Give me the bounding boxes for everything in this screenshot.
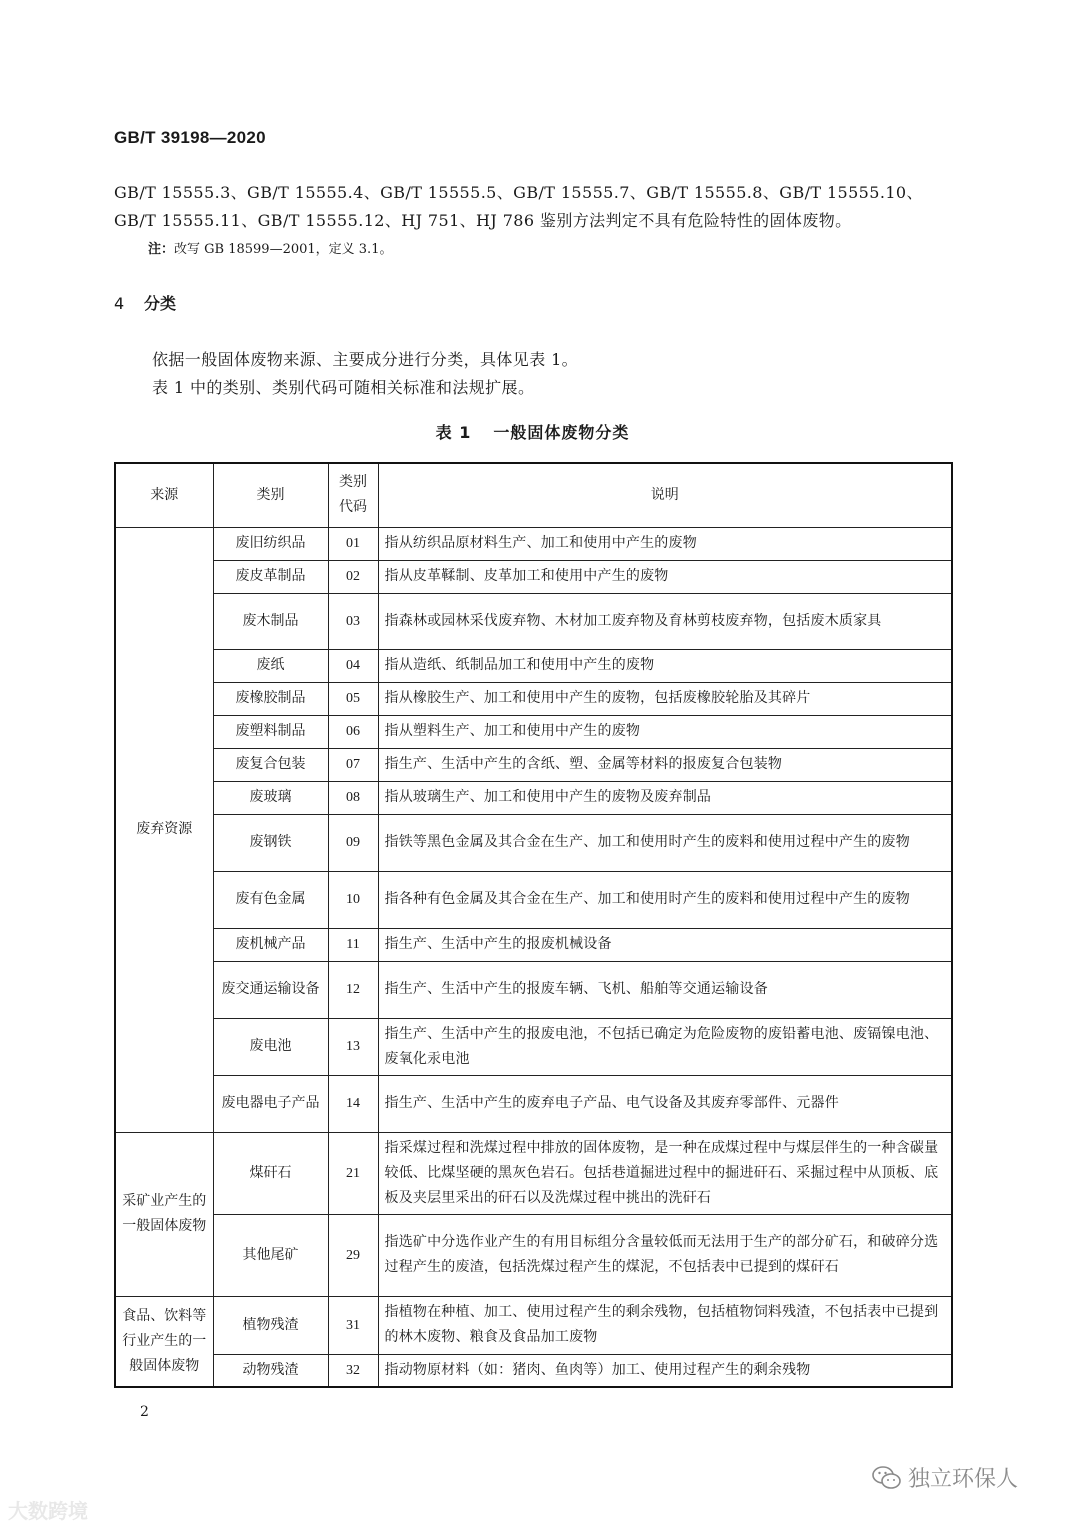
description-cell: 指铁等黑色金属及其合金在生产、加工和使用时产生的废料和使用过程中产生的废物 bbox=[378, 814, 952, 871]
code-cell: 06 bbox=[328, 715, 378, 748]
description-cell: 指从塑料生产、加工和使用中产生的废物 bbox=[378, 715, 952, 748]
table-row bbox=[115, 682, 952, 715]
description-cell: 指从纺织品原材料生产、加工和使用中产生的废物 bbox=[378, 527, 952, 560]
description-cell: 指生产、生活中产生的废弃电子产品、电气设备及其废弃零部件、元器件 bbox=[378, 1075, 952, 1132]
description-cell: 指各种有色金属及其合金在生产、加工和使用时产生的废料和使用过程中产生的废物 bbox=[378, 871, 952, 928]
page-number: 2 bbox=[140, 1404, 149, 1420]
section-title: 分类 bbox=[144, 294, 177, 313]
table-row bbox=[115, 961, 952, 1018]
note-text: 改写 GB 18599—2001，定义 3.1。 bbox=[174, 242, 393, 257]
note bbox=[148, 238, 392, 257]
category-cell: 废旧纺织品 bbox=[213, 527, 328, 560]
category-cell: 废交通运输设备 bbox=[213, 961, 328, 1018]
paragraph-2: 表 1 中的类别、类别代码可随相关标准和法规扩展。 bbox=[152, 378, 535, 397]
table-row bbox=[115, 1018, 952, 1075]
source-cell: 废弃资源 bbox=[115, 527, 213, 1132]
description-cell: 指森林或园林采伐废弃物、木材加工废弃物及育林剪枝废弃物，包括废木质家具 bbox=[378, 593, 952, 649]
description-cell: 指采煤过程和洗煤过程中排放的固体废物，是一种在成煤过程中与煤层伴生的一种含碳量较低、比煤坚硬的黑灰色岩石。包括巷道掘进过程中的掘进矸石、采掘过程中从顶板、底板及夹层里采出的矸石以及洗煤过程中挑出的洗矸石 bbox=[378, 1132, 952, 1214]
header-code bbox=[328, 463, 378, 527]
header-code-line2: 代码 bbox=[339, 499, 367, 516]
code-cell: 03 bbox=[328, 593, 378, 649]
description-cell: 指从橡胶生产、加工和使用中产生的废物，包括废橡胶轮胎及其碎片 bbox=[378, 682, 952, 715]
header-code-line1: 类别 bbox=[339, 474, 367, 491]
code-cell: 08 bbox=[328, 781, 378, 814]
category-cell: 废塑料制品 bbox=[213, 715, 328, 748]
code-cell: 21 bbox=[328, 1132, 378, 1214]
table-row bbox=[115, 1214, 952, 1296]
header-description: 说明 bbox=[378, 463, 952, 527]
category-cell: 植物残渣 bbox=[213, 1296, 328, 1354]
code-cell: 05 bbox=[328, 682, 378, 715]
table-caption-title: 一般固体废物分类 bbox=[493, 423, 630, 442]
table-row bbox=[115, 715, 952, 748]
description-cell: 指从造纸、纸制品加工和使用中产生的废物 bbox=[378, 649, 952, 682]
category-cell: 废纸 bbox=[213, 649, 328, 682]
table-caption bbox=[0, 420, 1065, 443]
table-row bbox=[115, 748, 952, 781]
description-cell: 指从皮革鞣制、皮革加工和使用中产生的废物 bbox=[378, 560, 952, 593]
code-cell: 14 bbox=[328, 1075, 378, 1132]
table-caption-number: 表 1 bbox=[435, 423, 472, 442]
code-cell: 12 bbox=[328, 961, 378, 1018]
table-row bbox=[115, 1354, 952, 1387]
description-cell: 指生产、生活中产生的报废车辆、飞机、船舶等交通运输设备 bbox=[378, 961, 952, 1018]
watermark-right bbox=[872, 1462, 1018, 1493]
section-heading bbox=[114, 291, 176, 314]
description-cell: 指从玻璃生产、加工和使用中产生的废物及废弃制品 bbox=[378, 781, 952, 814]
table-header-row bbox=[115, 463, 952, 527]
code-cell: 10 bbox=[328, 871, 378, 928]
category-cell: 煤矸石 bbox=[213, 1132, 328, 1214]
code-cell: 13 bbox=[328, 1018, 378, 1075]
paragraph-1: 依据一般固体废物来源、主要成分进行分类，具体见表 1。 bbox=[152, 350, 579, 369]
header-category: 类别 bbox=[213, 463, 328, 527]
code-cell: 11 bbox=[328, 928, 378, 961]
category-cell: 废机械产品 bbox=[213, 928, 328, 961]
code-cell: 02 bbox=[328, 560, 378, 593]
category-cell: 废电器电子产品 bbox=[213, 1075, 328, 1132]
table-row bbox=[115, 871, 952, 928]
code-cell: 07 bbox=[328, 748, 378, 781]
table-row bbox=[115, 1296, 952, 1354]
watermark-right-text: 独立环保人 bbox=[908, 1467, 1019, 1492]
table-row bbox=[115, 649, 952, 682]
table-row bbox=[115, 781, 952, 814]
header-source: 来源 bbox=[115, 463, 213, 527]
standard-code: GB/T 39198—2020 bbox=[114, 128, 266, 147]
category-cell: 废皮革制品 bbox=[213, 560, 328, 593]
classification-table bbox=[114, 462, 953, 1388]
table-row bbox=[115, 1132, 952, 1214]
description-cell: 指生产、生活中产生的报废机械设备 bbox=[378, 928, 952, 961]
description-cell: 指植物在种植、加工、使用过程产生的剩余残物，包括植物饲料残渣，不包括表中已提到的林木废物、粮食及食品加工废物 bbox=[378, 1296, 952, 1354]
wechat-icon bbox=[872, 1465, 902, 1491]
source-cell: 采矿业产生的一般固体废物 bbox=[115, 1132, 213, 1296]
description-cell: 指选矿中分选作业产生的有用目标组分含量较低而无法用于生产的部分矿石，和破碎分选过程产生的废渣，包括洗煤过程产生的煤泥，不包括表中已提到的煤矸石 bbox=[378, 1214, 952, 1296]
code-cell: 31 bbox=[328, 1296, 378, 1354]
source-cell: 食品、饮料等行业产生的一般固体废物 bbox=[115, 1296, 213, 1387]
description-cell: 指动物原材料（如：猪肉、鱼肉等）加工、使用过程产生的剩余残物 bbox=[378, 1354, 952, 1387]
code-cell: 32 bbox=[328, 1354, 378, 1387]
category-cell: 废电池 bbox=[213, 1018, 328, 1075]
code-cell: 29 bbox=[328, 1214, 378, 1296]
table-row bbox=[115, 928, 952, 961]
code-cell: 04 bbox=[328, 649, 378, 682]
category-cell: 废有色金属 bbox=[213, 871, 328, 928]
category-cell: 废木制品 bbox=[213, 593, 328, 649]
intro-line-1: GB/T 15555.3、GB/T 15555.4、GB/T 15555.5、GB/T 15555.7、GB/T 15555.8、GB/T 15555.10、 bbox=[114, 183, 923, 202]
category-cell: 废钢铁 bbox=[213, 814, 328, 871]
code-cell: 01 bbox=[328, 527, 378, 560]
description-cell: 指生产、生活中产生的含纸、塑、金属等材料的报废复合包装物 bbox=[378, 748, 952, 781]
category-cell: 动物残渣 bbox=[213, 1354, 328, 1387]
category-cell: 废复合包装 bbox=[213, 748, 328, 781]
table-row bbox=[115, 527, 952, 560]
description-cell: 指生产、生活中产生的报废电池，不包括已确定为危险废物的废铅蓄电池、废镉镍电池、废氧化汞电池 bbox=[378, 1018, 952, 1075]
table-row bbox=[115, 593, 952, 649]
table-row bbox=[115, 560, 952, 593]
category-cell: 其他尾矿 bbox=[213, 1214, 328, 1296]
table-row bbox=[115, 1075, 952, 1132]
category-cell: 废玻璃 bbox=[213, 781, 328, 814]
category-cell: 废橡胶制品 bbox=[213, 682, 328, 715]
table-row bbox=[115, 814, 952, 871]
intro-line-2: GB/T 15555.11、GB/T 15555.12、HJ 751、HJ 786 鉴别方法判定不具有危险特性的固体废物。 bbox=[114, 211, 852, 230]
note-label: 注： bbox=[148, 242, 175, 257]
code-cell: 09 bbox=[328, 814, 378, 871]
section-number: 4 bbox=[114, 294, 125, 313]
watermark-left: 大数跨境 bbox=[8, 1499, 88, 1523]
